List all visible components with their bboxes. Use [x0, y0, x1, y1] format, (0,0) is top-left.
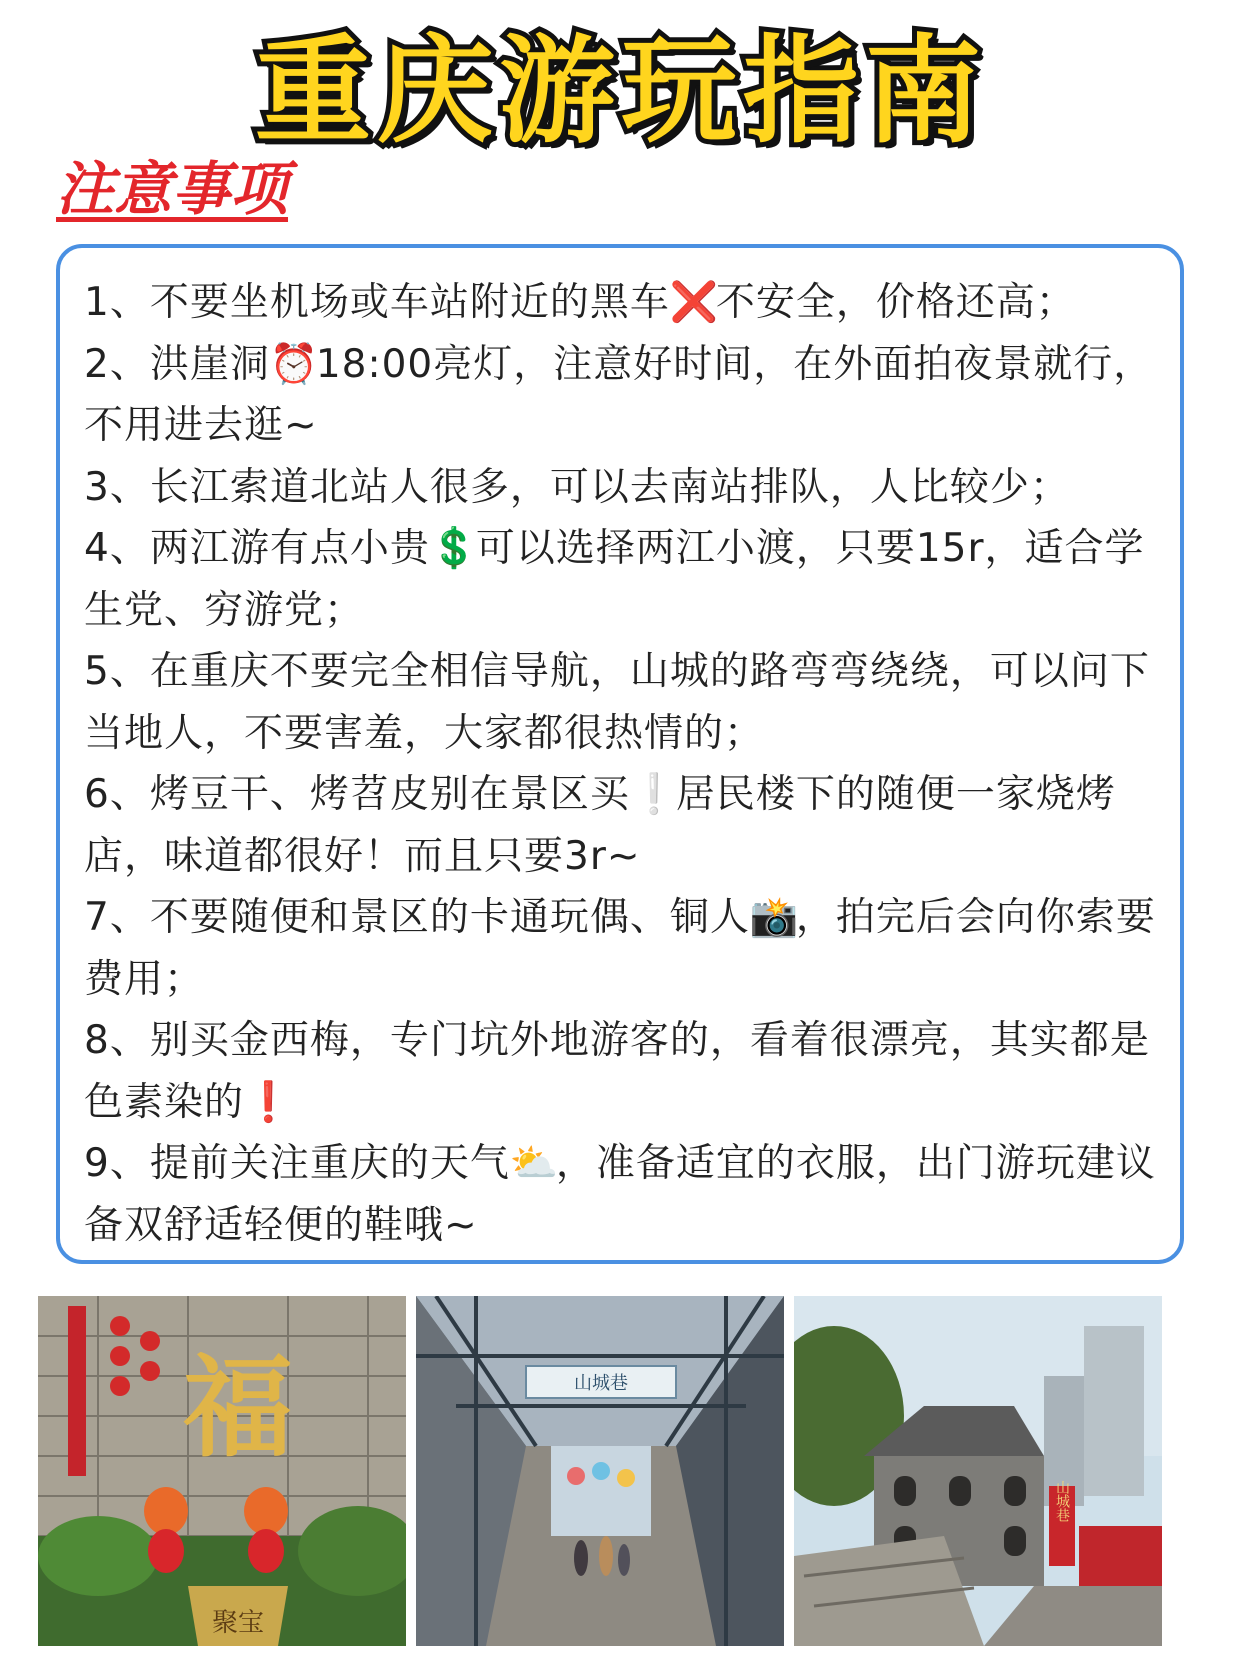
photo-scaffold-alley — [416, 1296, 784, 1646]
alley-banner: 山城巷 — [574, 1373, 628, 1394]
note-item: 6、烤豆干、烤苕皮别在景区买❕居民楼下的随便一家烧烤店，味道都很好！而且只要3r~ — [84, 764, 1156, 887]
page-title: 重庆游玩指南 — [255, 24, 987, 159]
note-item: 7、不要随便和景区的卡通玩偶、铜人📸，拍完后会向你索要费用； — [84, 887, 1156, 1010]
red-exclamation-icon: ❗ — [244, 1079, 294, 1125]
photo-fu-wall — [38, 1296, 406, 1646]
note-item: 9、提前关注重庆的天气⛅，准备适宜的衣服，出门游玩建议备双舒适轻便的鞋哦~ — [84, 1133, 1156, 1256]
note-item: 4、两江游有点小贵💲可以选择两江小渡，只要15r，适合学生党、穷游党； — [84, 518, 1156, 641]
section-heading: 注意事项 — [56, 155, 289, 223]
notes-box — [56, 244, 1184, 1264]
camera-flash-icon: 📸 — [749, 895, 800, 940]
photo-old-building — [794, 1296, 1162, 1646]
dollar-sign-icon: 💲 — [429, 526, 480, 571]
exclamation-icon: ❕ — [629, 772, 680, 817]
fu-sign: 福 — [183, 1343, 293, 1472]
cross-mark-icon: ❌ — [669, 280, 720, 325]
note-item: 5、在重庆不要完全相信导航，山城的路弯弯绕绕，可以问下当地人，不要害羞，大家都很热情的； — [84, 649, 1150, 756]
photo-strip — [38, 1296, 1208, 1646]
note-item: 1、不要坐机场或车站附近的黑车❌不安全，价格还高； — [84, 272, 1156, 334]
sun-cloud-icon: ⛅ — [509, 1141, 560, 1186]
note-item: 2、洪崖洞⏰18:00亮灯，注意好时间，在外面拍夜景就行，不用进去逛~ — [84, 334, 1156, 457]
alarm-clock-icon: ⏰ — [269, 341, 320, 387]
building-sign: 山城巷 — [1054, 1480, 1070, 1522]
note-item: 8、别买金西梅，专门坑外地游客的，看着很漂亮，其实都是色素染的❗ — [84, 1010, 1156, 1133]
note-item: 3、长江索道北站人很多，可以去南站排队，人比较少； — [84, 464, 1070, 510]
jar-label: 聚宝 — [211, 1608, 265, 1638]
